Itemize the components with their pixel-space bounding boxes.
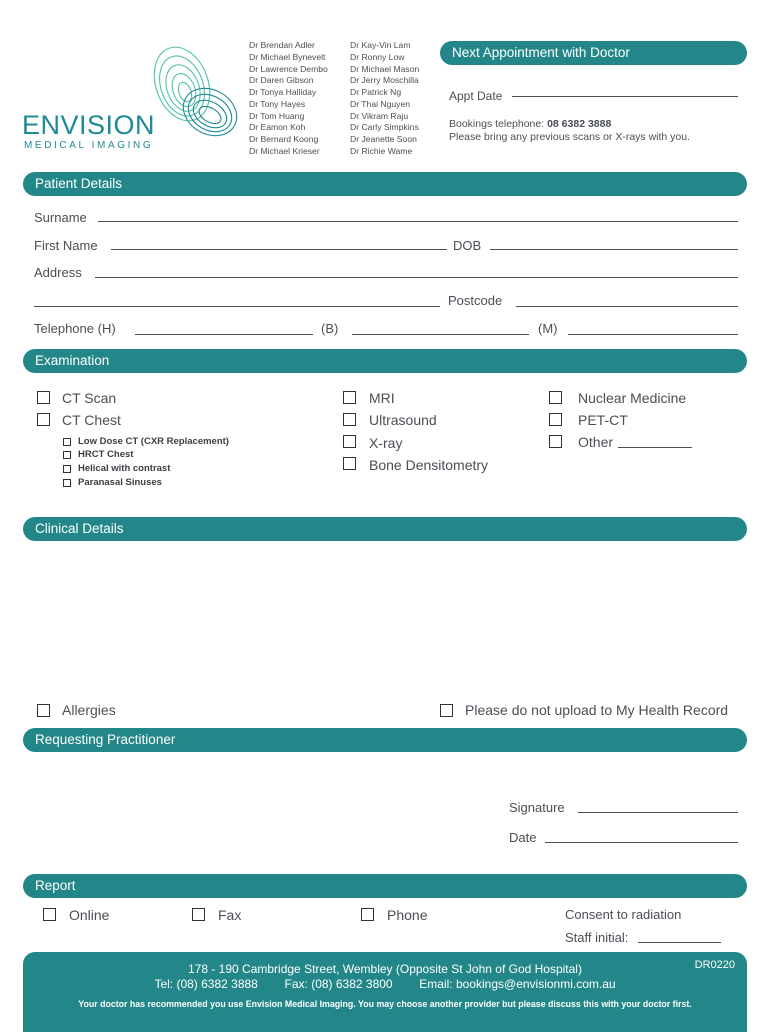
doctor-name: Dr Ronny Low xyxy=(350,51,405,62)
clinical-details-title: Clinical Details xyxy=(35,521,124,536)
bone-densitometry-label: Bone Densitometry xyxy=(369,457,489,473)
doctor-name: Dr Eamon Koh xyxy=(249,122,306,133)
footer-address: 178 - 190 Cambridge Street, Wembley (Opposite St John of God Hospital) xyxy=(188,962,582,976)
address-field-1[interactable] xyxy=(95,277,738,278)
doctor-name: Dr Michael Mason xyxy=(350,63,420,74)
patient-details-header xyxy=(23,172,747,196)
telephone-label: Telephone (H) xyxy=(34,321,116,336)
signature-label: Signature xyxy=(509,800,565,815)
doctor-name: Dr Tom Huang xyxy=(249,110,305,121)
allergies-label: Allergies xyxy=(62,702,116,718)
paranasal-sinuses-label: Paranasal Sinuses xyxy=(78,477,162,488)
paranasal-sinuses-checkbox[interactable] xyxy=(63,479,71,487)
footer xyxy=(23,952,747,1032)
telephone-mobile-field[interactable] xyxy=(568,334,738,335)
report-phone-checkbox[interactable] xyxy=(361,908,374,921)
report-fax-label: Fax xyxy=(218,907,242,923)
next-appointment-header xyxy=(440,41,747,65)
signature-field[interactable] xyxy=(578,812,738,813)
ct-scan-checkbox[interactable] xyxy=(37,391,50,404)
doctor-name: Dr Kay-Vin Lam xyxy=(350,40,411,50)
no-health-record-checkbox[interactable] xyxy=(440,704,453,717)
low-dose-ct-checkbox[interactable] xyxy=(63,438,71,446)
doctor-name: Dr Tonya Halliday xyxy=(249,87,317,97)
report-phone-label: Phone xyxy=(387,907,428,923)
hrct-chest-checkbox[interactable] xyxy=(63,451,71,459)
address-label: Address xyxy=(34,265,82,280)
staff-initial-field[interactable] xyxy=(638,942,721,943)
doctor-list-2 xyxy=(350,40,419,158)
doctor-name: Dr Jeanette Soon xyxy=(350,134,417,144)
xray-label: X-ray xyxy=(369,435,403,451)
telephone-mobile-label: (M) xyxy=(538,321,558,336)
bookings-note: Please bring any previous scans or X-rays with you. xyxy=(449,131,691,143)
footer-contacts xyxy=(23,977,747,991)
mri-checkbox[interactable] xyxy=(343,391,356,404)
footer-fax: Fax: (08) 6382 3800 xyxy=(284,977,393,991)
ct-chest-checkbox[interactable] xyxy=(37,413,50,426)
doctor-name: Dr Michael Krieser xyxy=(249,145,320,156)
dob-label: DOB xyxy=(453,238,482,253)
doctor-name: Dr Richie Wame xyxy=(350,145,413,156)
report-online-checkbox[interactable] xyxy=(43,908,56,921)
helical-contrast-checkbox[interactable] xyxy=(63,465,71,473)
mri-label: MRI xyxy=(369,390,395,406)
staff-initial-label: Staff initial: xyxy=(565,930,629,945)
practitioner-date-label: Date xyxy=(509,830,537,845)
logo-subtitle: MEDICAL IMAGING xyxy=(24,140,154,151)
report-header xyxy=(23,874,747,898)
doctor-name: Dr Jerry Moschilla xyxy=(350,75,419,86)
bone-densitometry-checkbox[interactable] xyxy=(343,457,356,470)
first-name-label: First Name xyxy=(34,238,98,253)
doctor-name: Dr Vikram Raju xyxy=(350,110,409,121)
practitioner-date-field[interactable] xyxy=(545,842,738,843)
other-field[interactable] xyxy=(618,447,692,448)
doctor-list-1 xyxy=(249,40,328,158)
report-online-label: Online xyxy=(69,907,110,923)
footer-email[interactable]: Email: bookings@envisionmi.com.au xyxy=(419,977,616,991)
ultrasound-checkbox[interactable] xyxy=(343,413,356,426)
next-appointment-title: Next Appointment with Doctor xyxy=(452,45,630,60)
doctor-name: Dr Lawrence Dembo xyxy=(249,63,328,74)
xray-checkbox[interactable] xyxy=(343,435,356,448)
examination-title: Examination xyxy=(35,353,110,368)
doctor-name: Dr Thai Nguyen xyxy=(350,98,411,109)
report-fax-checkbox[interactable] xyxy=(192,908,205,921)
hrct-chest-label: HRCT Chest xyxy=(78,449,134,460)
bookings-prefix: Bookings telephone: xyxy=(449,118,548,130)
footer-disclaimer: Your doctor has recommended you use Envision Medical Imaging. You may choose another provider but please discuss this with your doctor first. xyxy=(78,999,692,1009)
examination-header xyxy=(23,349,747,373)
doctor-name: Dr Tony Hayes xyxy=(249,98,306,109)
patient-details-title: Patient Details xyxy=(35,176,123,191)
footer-tel: Tel: (08) 6382 3888 xyxy=(154,977,258,991)
surname-label: Surname xyxy=(34,210,87,225)
telephone-business-label: (B) xyxy=(321,321,339,336)
telephone-home-field[interactable] xyxy=(135,334,313,335)
doctor-name: Dr Patrick Ng xyxy=(350,87,402,97)
bookings-number: 08 6382 3888 xyxy=(547,118,612,130)
consent-radiation-label: Consent to radiation xyxy=(565,907,682,922)
appt-date-label: Appt Date xyxy=(449,89,503,103)
doctor-name: Dr Carly Simpkins xyxy=(350,122,419,133)
requesting-practitioner-title: Requesting Practitioner xyxy=(35,732,176,747)
ct-chest-label: CT Chest xyxy=(62,412,121,428)
clinical-details-header xyxy=(23,517,747,541)
postcode-field[interactable] xyxy=(516,306,738,307)
allergies-checkbox[interactable] xyxy=(37,704,50,717)
surname-field[interactable] xyxy=(98,221,738,222)
nuclear-medicine-label: Nuclear Medicine xyxy=(578,390,687,406)
other-label: Other xyxy=(578,434,614,450)
ct-scan-label: CT Scan xyxy=(62,390,117,406)
first-name-field[interactable] xyxy=(111,249,447,250)
pet-ct-checkbox[interactable] xyxy=(549,413,562,426)
logo xyxy=(22,44,244,156)
other-checkbox[interactable] xyxy=(549,435,562,448)
no-health-record-label: Please do not upload to My Health Record xyxy=(465,702,729,718)
ultrasound-label: Ultrasound xyxy=(369,412,437,428)
doctor-name: Dr Brendan Adler xyxy=(249,40,315,50)
pet-ct-label: PET-CT xyxy=(578,412,628,428)
appt-date-field[interactable] xyxy=(512,96,738,97)
bookings-line xyxy=(449,118,611,130)
report-title: Report xyxy=(35,878,76,893)
clinical-details-area[interactable] xyxy=(23,545,747,695)
doctor-name: Dr Michael Bynevelt xyxy=(249,51,326,62)
address-field-2[interactable] xyxy=(34,306,440,307)
form-code: DR0220 xyxy=(694,959,735,971)
logo-name: ENVISION xyxy=(22,110,156,140)
telephone-business-field[interactable] xyxy=(352,334,529,335)
dob-field[interactable] xyxy=(490,249,738,250)
doctor-name: Dr Bernard Koong xyxy=(249,134,319,144)
low-dose-ct-label: Low Dose CT (CXR Replacement) xyxy=(78,436,229,447)
helical-contrast-label: Helical with contrast xyxy=(78,463,171,474)
postcode-label: Postcode xyxy=(448,293,503,308)
nuclear-medicine-checkbox[interactable] xyxy=(549,391,562,404)
doctor-name: Dr Daren Gibson xyxy=(249,75,314,86)
requesting-practitioner-header xyxy=(23,728,747,752)
